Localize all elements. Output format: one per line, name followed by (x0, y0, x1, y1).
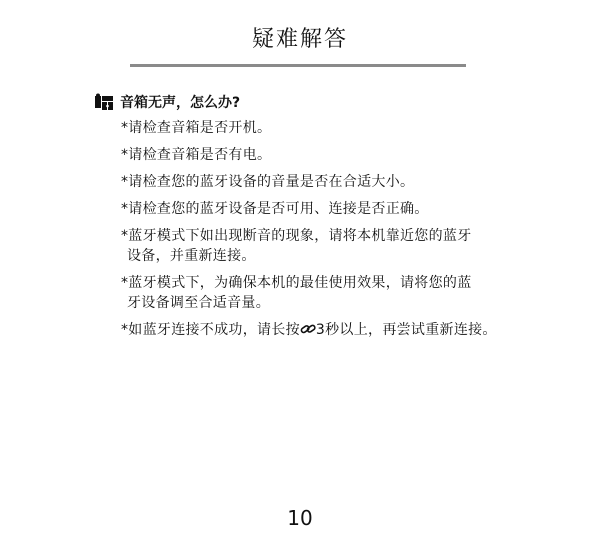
answer-text-continued: 设备，并重新连接。 (127, 248, 256, 264)
page-title: 疑难解答 (251, 27, 348, 52)
answer-text-after-icon: 3秒以上，再尝试重新连接。 (315, 322, 497, 338)
page-number: 10 (287, 506, 313, 530)
answer-item (121, 145, 574, 165)
answer-text: *请检查您的蓝牙设备的音量是否在合适大小。 (121, 174, 415, 190)
answer-text: *请检查您的蓝牙设备是否可用、连接是否正确。 (121, 201, 429, 217)
answer-item (121, 226, 574, 266)
answer-item (121, 172, 574, 192)
puzzle-icon (94, 93, 114, 111)
faq-section (94, 91, 574, 347)
link-icon (300, 323, 316, 335)
answer-text: *蓝牙模式下如出现断音的现象，请将本机靠近您的蓝牙 (121, 228, 472, 244)
answer-text: *蓝牙模式下，为确保本机的最佳使用效果，请将您的蓝 (121, 275, 472, 291)
faq-question (94, 91, 574, 113)
answer-text: *请检查音箱是否有电。 (121, 147, 272, 163)
answer-item (121, 273, 574, 313)
answer-item (121, 199, 574, 219)
answer-text: *请检查音箱是否开机。 (121, 120, 272, 136)
answer-item (121, 320, 574, 340)
faq-question-text: 音箱无声，怎么办? (120, 95, 241, 111)
answer-text-continued: 牙设备调至合适音量。 (127, 295, 270, 311)
title-divider (130, 64, 466, 67)
answer-text: *如蓝牙连接不成功，请长按 (121, 322, 300, 338)
answer-item (121, 118, 574, 138)
faq-answers (121, 118, 574, 340)
